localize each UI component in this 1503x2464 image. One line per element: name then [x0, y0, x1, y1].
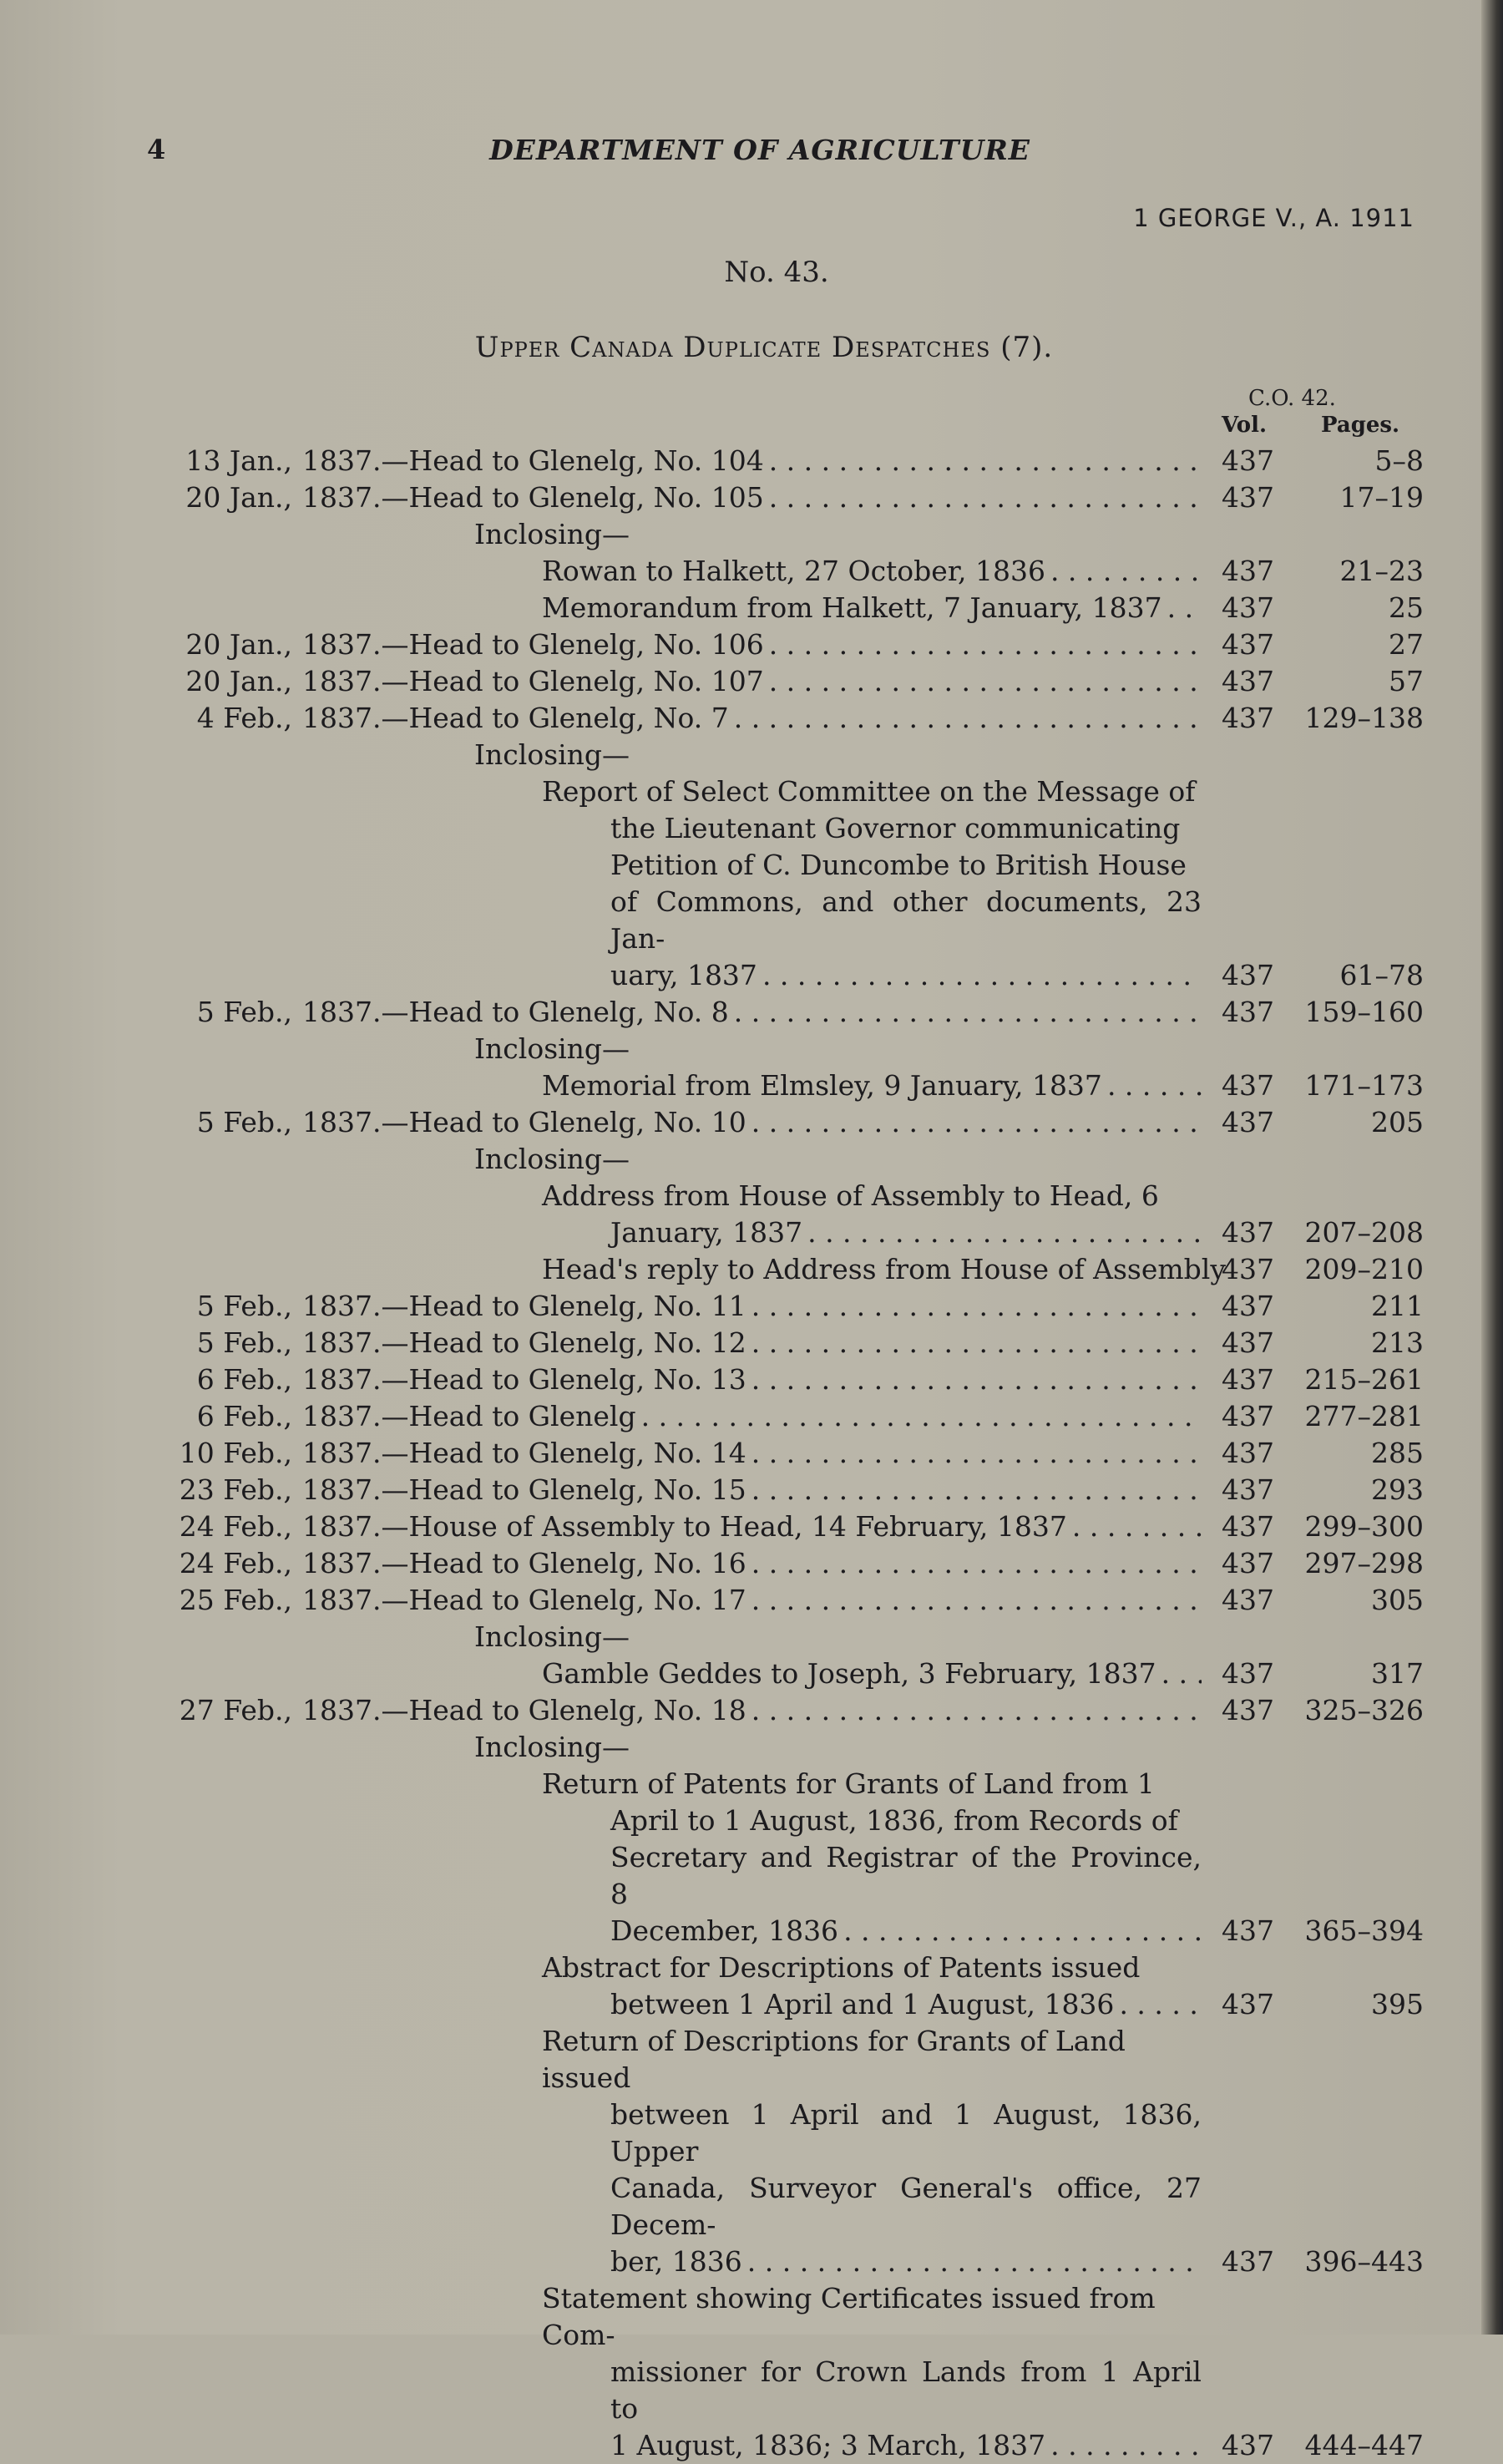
entry-volume: 437: [1222, 1584, 1274, 1616]
table-row: [0, 1766, 1503, 1949]
entry-pages: 285: [1371, 1437, 1424, 1469]
entry-volume: 437: [1222, 1290, 1274, 1322]
entry-line: Inclosing—: [474, 1032, 630, 1065]
entry-volume: 437: [1222, 1547, 1274, 1579]
entry-date: 23 Feb.,: [179, 1473, 292, 1506]
dot-leader: [752, 1545, 1202, 1582]
entry-volume: 437: [1222, 1510, 1274, 1543]
entry-date: 24 Feb.,: [179, 1547, 292, 1579]
dot-leader: [752, 1582, 1202, 1619]
entry-pages: 396–443: [1304, 2245, 1424, 2278]
entry-description: [302, 479, 1202, 516]
entry-volume: 437: [1222, 1216, 1274, 1249]
entry-line: 1837.—Head to Glenelg, No. 14: [302, 1437, 746, 1469]
entry-line: missioner for Crown Lands from 1 April to: [610, 2355, 1202, 2425]
page-number: 4: [147, 134, 166, 165]
table-row: [0, 1655, 1503, 1692]
table-row: [0, 626, 1503, 663]
entry-description: [302, 2023, 1202, 2280]
table-row: [0, 1729, 1503, 1766]
entry-line: Secretary and Registrar of the Province, 8: [610, 1841, 1202, 1910]
entry-line: Inclosing—: [474, 518, 630, 550]
table-row: [0, 1472, 1503, 1508]
dot-leader: [807, 1214, 1202, 1251]
entry-date: 5 Feb.,: [196, 1290, 292, 1322]
entry-volume: 437: [1222, 2245, 1274, 2278]
dot-leader: [752, 1361, 1202, 1398]
entry-volume: 437: [1222, 444, 1274, 477]
entry-line: 1837.—Head to Glenelg, No. 105: [302, 481, 764, 514]
dot-leader: [1050, 2427, 1202, 2464]
entry-volume: 437: [1222, 591, 1274, 624]
entry-volume: 437: [1222, 959, 1274, 991]
entry-line: Inclosing—: [474, 1620, 630, 1653]
entry-pages: 211: [1371, 1290, 1424, 1322]
entry-description: [302, 1692, 1202, 1729]
entry-line: ber, 1836: [610, 2245, 742, 2278]
entry-description: [302, 443, 1202, 479]
entry-volume: 437: [1222, 1363, 1274, 1396]
dot-leader: [752, 1435, 1202, 1472]
table-row: [0, 994, 1503, 1031]
entry-line: 1837.—Head to Glenelg, No. 12: [302, 1326, 746, 1359]
table-row: [0, 773, 1503, 994]
entry-volume: 437: [1222, 702, 1274, 734]
table-row: [0, 1508, 1503, 1545]
table-row: [0, 737, 1503, 773]
dot-leader: [734, 700, 1202, 737]
dot-leader: [1050, 553, 1202, 590]
entry-description: [302, 1178, 1202, 1251]
entry-line: 1837.—Head to Glenelg, No. 16: [302, 1547, 746, 1579]
dot-leader: [769, 479, 1202, 516]
entry-date: 20 Jan.,: [185, 481, 292, 514]
entry-description: [302, 1104, 1202, 1141]
entry-description: [302, 516, 1202, 553]
table-row: [0, 1692, 1503, 1729]
table-row: [0, 1398, 1503, 1435]
entry-pages: 209–210: [1304, 1253, 1424, 1285]
entry-line: Report of Select Committee on the Message of: [542, 775, 1196, 808]
entry-pages: 27: [1389, 628, 1424, 661]
entry-volume: 437: [1222, 555, 1274, 587]
entry-line: 1837.—Head to Glenelg, No. 15: [302, 1473, 746, 1506]
dot-leader: [1119, 1986, 1202, 2023]
entry-volume: 437: [1222, 1914, 1274, 1947]
entry-pages: 365–394: [1304, 1914, 1424, 1947]
table-row: [0, 1582, 1503, 1619]
entry-line: January, 1837: [610, 1216, 803, 1249]
entry-line: 1837.—Head to Glenelg, No. 18: [302, 1694, 746, 1726]
entry-description: [302, 700, 1202, 737]
entry-volume: 437: [1222, 481, 1274, 514]
dot-leader: [769, 663, 1202, 700]
entry-volume: 437: [1222, 1657, 1274, 1690]
entry-line: 1837.—Head to Glenelg, No. 11: [302, 1290, 746, 1322]
entry-line: 1837.—Head to Glenelg, No. 7: [302, 702, 729, 734]
entry-pages: 5–8: [1374, 444, 1424, 477]
table-row: [0, 443, 1503, 479]
entry-pages: 129–138: [1304, 702, 1424, 734]
entry-description: [302, 1582, 1202, 1619]
entry-description: [302, 1949, 1202, 2023]
entry-line: 1837.—Head to Glenelg, No. 13: [302, 1363, 746, 1396]
dot-leader: [1072, 1508, 1202, 1545]
table-row: [0, 1361, 1503, 1398]
table-row: [0, 1031, 1503, 1067]
table-row: [0, 2023, 1503, 2280]
entry-line: Memorandum from Halkett, 7 January, 1837: [542, 591, 1162, 624]
dot-leader: [1107, 1067, 1202, 1104]
table-row: [0, 1619, 1503, 1655]
entry-line: Petition of C. Duncombe to British House: [610, 849, 1187, 881]
entry-description: [302, 1288, 1202, 1325]
table-row: [0, 2280, 1503, 2464]
entry-pages: 25: [1389, 591, 1424, 624]
entry-pages: 215–261: [1304, 1363, 1424, 1396]
entry-line: 1 August, 1836; 3 March, 1837: [610, 2429, 1046, 2461]
dot-leader: [752, 1692, 1202, 1729]
entry-line: Abstract for Descriptions of Patents issued: [542, 1951, 1141, 1984]
vol-column-header: Vol.: [1222, 413, 1268, 438]
entry-pages: 293: [1371, 1473, 1424, 1506]
entry-date: 10 Feb.,: [179, 1437, 292, 1469]
dot-leader: [1167, 590, 1202, 626]
entry-line: Inclosing—: [474, 1731, 630, 1763]
dot-leader: [1161, 1655, 1202, 1692]
entry-line: between 1 April and 1 August, 1836, Upper: [610, 2098, 1202, 2167]
entry-line: 1837.—Head to Glenelg, No. 107: [302, 665, 764, 697]
entry-volume: 437: [1222, 1069, 1274, 1102]
entry-line: 1837.—Head to Glenelg, No. 104: [302, 444, 764, 477]
entry-line: Return of Descriptions for Grants of Land issued: [542, 2025, 1126, 2094]
entry-pages: 444–447: [1304, 2429, 1424, 2461]
table-row: [0, 590, 1503, 626]
table-row: [0, 663, 1503, 700]
entry-line: 1837.—Head to Glenelg, No. 17: [302, 1584, 746, 1616]
entry-line: Address from House of Assembly to Head, 6: [542, 1179, 1159, 1212]
table-row: [0, 1545, 1503, 1582]
entry-description: [302, 1067, 1202, 1104]
entry-date: 6 Feb.,: [196, 1400, 292, 1432]
dot-leader: [641, 1398, 1202, 1435]
entry-pages: 17–19: [1339, 481, 1424, 514]
entry-description: [302, 626, 1202, 663]
entry-description: [302, 1325, 1202, 1361]
entry-volume: 437: [1222, 1253, 1274, 1285]
entry-pages: 305: [1371, 1584, 1424, 1616]
entry-line: April to 1 August, 1836, from Records of: [610, 1804, 1178, 1837]
entry-description: [302, 1545, 1202, 1582]
table-row: [0, 1325, 1503, 1361]
pages-column-header: Pages.: [1321, 413, 1400, 438]
table-row: [0, 1949, 1503, 2023]
entry-line: Head's reply to Address from House of Assembly: [542, 1253, 1226, 1285]
entry-description: [302, 1398, 1202, 1435]
entry-line: Inclosing—: [474, 1143, 630, 1175]
entry-description: [302, 1655, 1202, 1692]
entry-description: [302, 737, 1202, 773]
dot-leader: [752, 1288, 1202, 1325]
entry-date: 13 Jan.,: [185, 444, 292, 477]
entry-volume: 437: [1222, 665, 1274, 697]
entry-pages: 325–326: [1304, 1694, 1424, 1726]
entry-description: [302, 1251, 1226, 1288]
entry-description: [302, 1472, 1202, 1508]
entry-description: [302, 1766, 1202, 1949]
dot-leader: [752, 1104, 1202, 1141]
section-title: Upper Canada Duplicate Despatches (7).: [474, 331, 1054, 364]
entry-description: [302, 1141, 1202, 1178]
entry-line: of Commons, and other documents, 23 Jan-: [610, 885, 1202, 955]
table-row: [0, 1178, 1503, 1251]
dot-leader: [752, 1472, 1202, 1508]
dot-leader: [752, 1325, 1202, 1361]
entry-volume: 437: [1222, 1400, 1274, 1432]
entry-line: Canada, Surveyor General's office, 27 Decem-: [610, 2172, 1202, 2241]
table-row: [0, 516, 1503, 553]
entry-description: [302, 553, 1202, 590]
dot-leader: [734, 994, 1202, 1031]
entry-date: 5 Feb.,: [196, 1326, 292, 1359]
dot-leader: [769, 626, 1202, 663]
table-row: [0, 553, 1503, 590]
entry-date: 6 Feb.,: [196, 1363, 292, 1396]
entry-volume: 437: [1222, 1326, 1274, 1359]
entry-volume: 437: [1222, 996, 1274, 1028]
entry-line: 1837.—Head to Glenelg, No. 8: [302, 996, 729, 1028]
regnal-year: 1 GEORGE V., A. 1911: [1133, 204, 1414, 232]
table-row: [0, 1141, 1503, 1178]
entry-description: [302, 1619, 1202, 1655]
entry-description: [302, 1508, 1202, 1545]
table-row: [0, 700, 1503, 737]
entry-pages: 277–281: [1304, 1400, 1424, 1432]
entry-volume: 437: [1222, 2429, 1274, 2461]
entry-pages: 159–160: [1304, 996, 1424, 1028]
entry-line: December, 1836: [610, 1914, 839, 1947]
table-row: [0, 1251, 1503, 1288]
entry-volume: 437: [1222, 1988, 1274, 2020]
entry-date: 5 Feb.,: [196, 1106, 292, 1138]
entry-pages: 57: [1389, 665, 1424, 697]
entry-pages: 317: [1371, 1657, 1424, 1690]
entry-pages: 171–173: [1304, 1069, 1424, 1102]
entry-description: [302, 1031, 1202, 1067]
entry-line: Rowan to Halkett, 27 October, 1836: [542, 555, 1045, 587]
dot-leader: [843, 1913, 1202, 1949]
entry-description: [302, 2280, 1202, 2464]
table-row: [0, 1067, 1503, 1104]
entry-date: 27 Feb.,: [179, 1694, 292, 1726]
entry-line: 1837.—Head to Glenelg, No. 106: [302, 628, 764, 661]
entry-description: [302, 590, 1202, 626]
entry-line: 1837.—House of Assembly to Head, 14 February, 1837: [302, 1510, 1067, 1543]
entry-date: 5 Feb.,: [196, 996, 292, 1028]
entry-line: 1837.—Head to Glenelg: [302, 1400, 636, 1432]
dot-leader: [762, 957, 1202, 994]
entry-pages: 213: [1371, 1326, 1424, 1359]
series-column-label: C.O. 42.: [1248, 386, 1336, 411]
entry-line: Inclosing—: [474, 738, 630, 771]
entry-description: [302, 1435, 1202, 1472]
despatch-list: [0, 443, 1503, 2464]
entry-date: 20 Jan.,: [185, 628, 292, 661]
entry-line: Return of Patents for Grants of Land from 1: [542, 1767, 1155, 1800]
entry-pages: 297–298: [1304, 1547, 1424, 1579]
entry-pages: 395: [1371, 1988, 1424, 2020]
entry-pages: 299–300: [1304, 1510, 1424, 1543]
table-row: [0, 479, 1503, 516]
document-number: No. 43.: [724, 256, 829, 289]
table-row: [0, 1288, 1503, 1325]
entry-pages: 205: [1371, 1106, 1424, 1138]
entry-date: 25 Feb.,: [179, 1584, 292, 1616]
entry-line: between 1 April and 1 August, 1836: [610, 1988, 1115, 2020]
entry-line: the Lieutenant Governor communicating: [610, 812, 1181, 844]
entry-line: Memorial from Elmsley, 9 January, 1837: [542, 1069, 1102, 1102]
entry-description: [302, 1729, 1202, 1766]
entry-line: Gamble Geddes to Joseph, 3 February, 1837: [542, 1657, 1156, 1690]
running-head-title: DEPARTMENT OF AGRICULTURE: [489, 134, 1030, 166]
entry-volume: 437: [1222, 628, 1274, 661]
dot-leader: [769, 443, 1202, 479]
table-row: [0, 1104, 1503, 1141]
entry-line: 1837.—Head to Glenelg, No. 10: [302, 1106, 746, 1138]
entry-volume: 437: [1222, 1106, 1274, 1138]
entry-pages: 207–208: [1304, 1216, 1424, 1249]
entry-line: uary, 1837: [610, 959, 757, 991]
entry-date: 4 Feb.,: [196, 702, 292, 734]
dot-leader: [747, 2243, 1202, 2280]
entry-date: 24 Feb.,: [179, 1510, 292, 1543]
entry-volume: 437: [1222, 1473, 1274, 1506]
entry-pages: 21–23: [1339, 555, 1424, 587]
entry-description: [302, 663, 1202, 700]
entry-pages: 61–78: [1339, 959, 1424, 991]
entry-volume: 437: [1222, 1437, 1274, 1469]
entry-line: Statement showing Certificates issued from Com-: [542, 2282, 1156, 2351]
entry-date: 20 Jan.,: [185, 665, 292, 697]
table-row: [0, 1435, 1503, 1472]
entry-description: [302, 773, 1202, 994]
entry-volume: 437: [1222, 1694, 1274, 1726]
entry-description: [302, 994, 1202, 1031]
entry-description: [302, 1361, 1202, 1398]
